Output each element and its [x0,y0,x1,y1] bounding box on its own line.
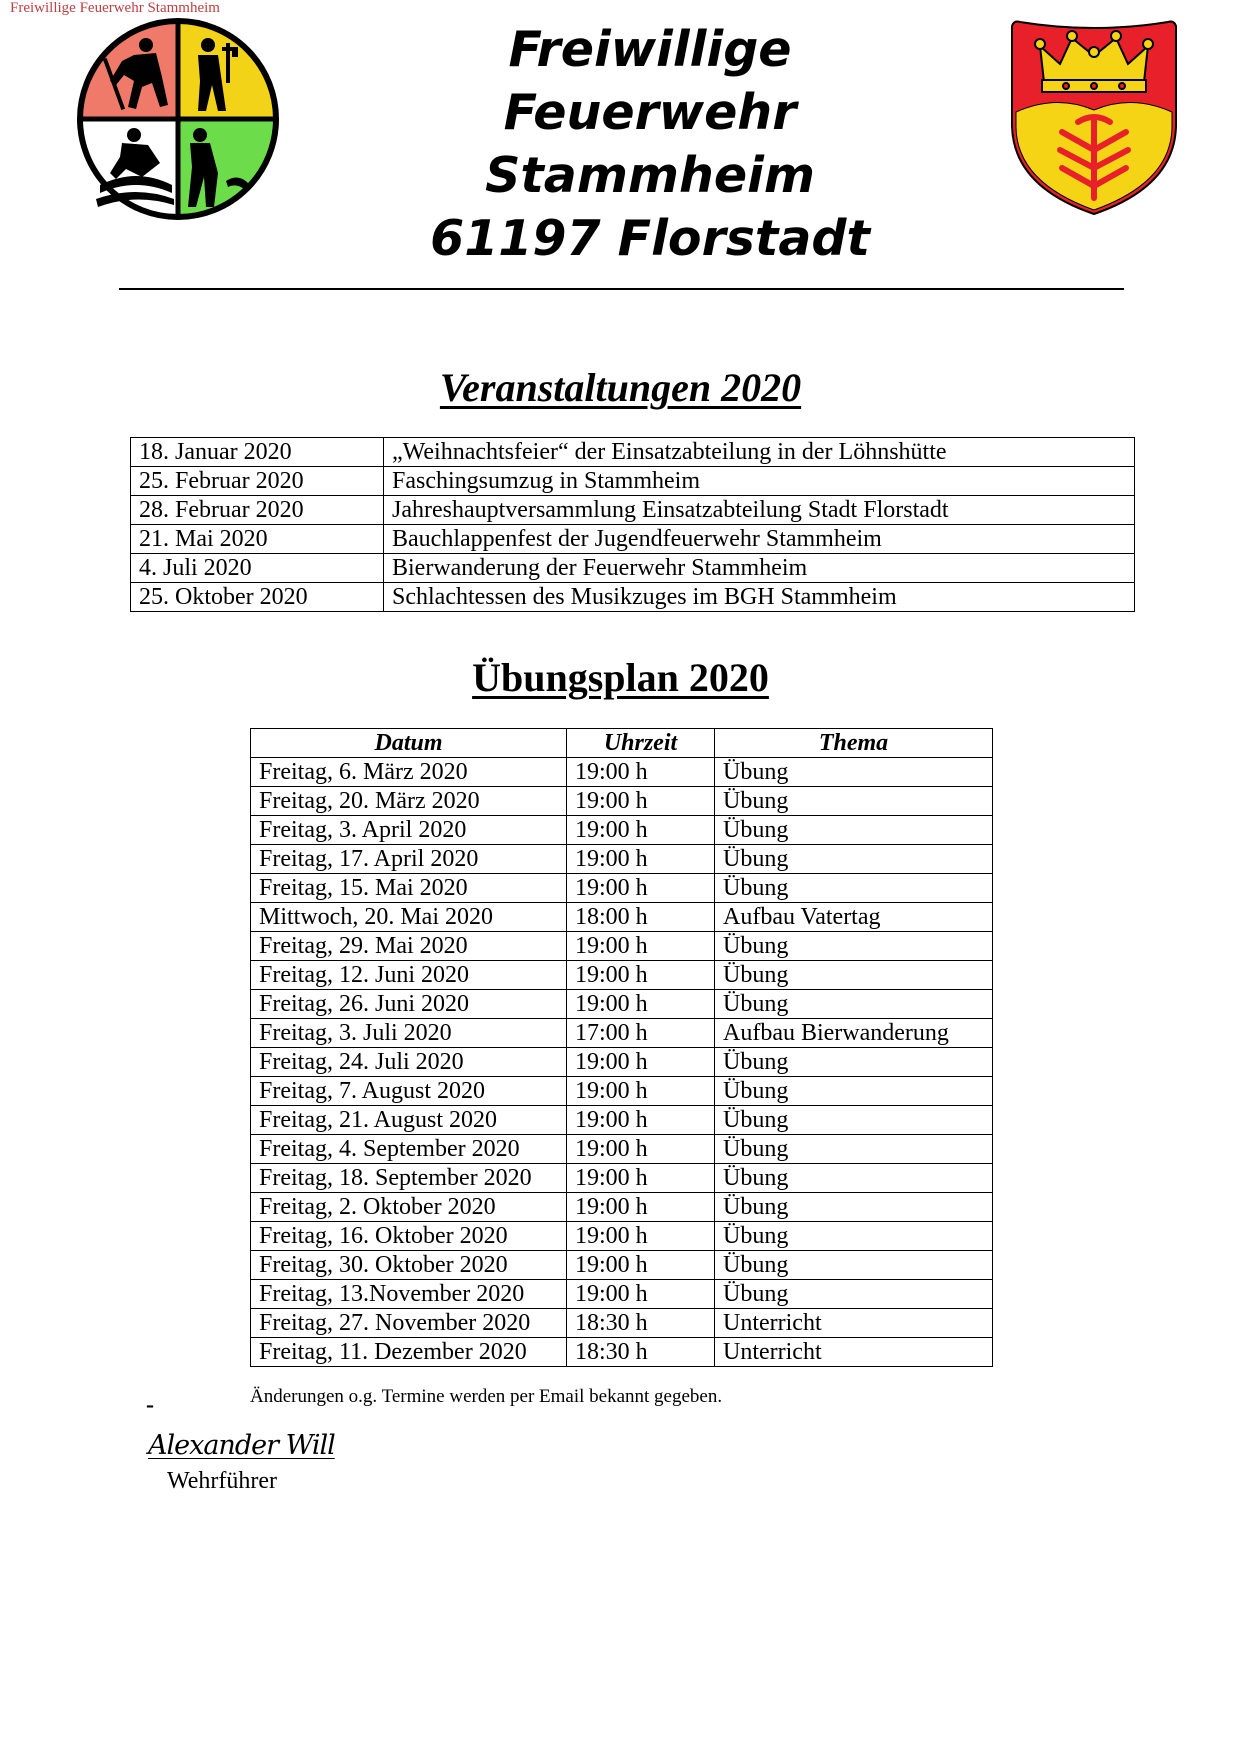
training-topic: Übung [715,1251,993,1280]
training-topic: Unterricht [715,1309,993,1338]
training-time: 19:00 h [567,874,715,903]
column-header-time: Uhrzeit [567,729,715,758]
changes-note: Änderungen o.g. Termine werden per Email bekannt gegeben. [250,1386,723,1407]
table-row [131,525,1135,554]
training-topic: Übung [715,1048,993,1077]
training-date: Freitag, 4. September 2020 [251,1135,567,1164]
training-topic: Übung [715,845,993,874]
event-date: 25. Februar 2020 [131,467,384,496]
training-date: Freitag, 30. Oktober 2020 [251,1251,567,1280]
training-topic: Übung [715,1077,993,1106]
training-topic: Übung [715,758,993,787]
table-row [251,1077,993,1106]
training-time: 19:00 h [567,1164,715,1193]
title-line: Feuerwehr [503,84,797,141]
training-date: Freitag, 18. September 2020 [251,1164,567,1193]
table-row [251,961,993,990]
column-header-topic: Thema [715,729,993,758]
training-date: Freitag, 26. Juni 2020 [251,990,567,1019]
training-time: 19:00 h [567,932,715,961]
training-date: Freitag, 2. Oktober 2020 [251,1193,567,1222]
page-title [380,18,920,270]
training-date: Freitag, 16. Oktober 2020 [251,1222,567,1251]
plan-heading-text: Übungsplan 2020 [472,655,769,700]
training-time: 19:00 h [567,1048,715,1077]
signer-role: Wehrführer [167,1468,278,1494]
event-date: 25. Oktober 2020 [131,583,384,612]
events-heading-text: Veranstaltungen 2020 [439,365,802,410]
training-date: Freitag, 3. April 2020 [251,816,567,845]
training-time: 19:00 h [567,1106,715,1135]
training-time: 17:00 h [567,1019,715,1048]
training-date: Freitag, 13.November 2020 [251,1280,567,1309]
table-row [131,467,1135,496]
training-date: Freitag, 29. Mai 2020 [251,932,567,961]
training-date: Freitag, 3. Juli 2020 [251,1019,567,1048]
table-row [251,1222,993,1251]
title-line: Stammheim [485,147,815,204]
training-topic: Übung [715,1164,993,1193]
training-date: Freitag, 12. Juni 2020 [251,961,567,990]
fire-brigade-logo [76,17,280,221]
table-row [131,438,1135,467]
table-row [251,1309,993,1338]
training-date: Freitag, 7. August 2020 [251,1077,567,1106]
event-description: Bierwanderung der Feuerwehr Stammheim [384,554,1135,583]
training-time: 19:00 h [567,1135,715,1164]
training-time: 19:00 h [567,816,715,845]
plan-heading [0,654,1241,702]
watermark-text: Freiwillige Feuerwehr Stammheim [10,0,220,16]
training-topic: Übung [715,787,993,816]
training-date: Freitag, 15. Mai 2020 [251,874,567,903]
table-header-row [251,729,993,758]
training-topic: Übung [715,816,993,845]
table-row [251,1164,993,1193]
table-row [251,1280,993,1309]
training-topic: Übung [715,1222,993,1251]
table-row [251,874,993,903]
table-row [251,758,993,787]
table-row [251,990,993,1019]
municipal-crest [1006,16,1182,217]
dash-mark: - [146,1392,154,1418]
training-date: Freitag, 6. März 2020 [251,758,567,787]
training-date: Freitag, 11. Dezember 2020 [251,1338,567,1367]
table-row [251,816,993,845]
table-row [251,1193,993,1222]
training-plan-table [250,728,993,1367]
training-topic: Unterricht [715,1338,993,1367]
header-divider [119,288,1124,290]
training-time: 18:30 h [567,1309,715,1338]
training-topic: Aufbau Bierwanderung [715,1019,993,1048]
training-time: 18:30 h [567,1338,715,1367]
training-time: 19:00 h [567,1077,715,1106]
event-description: Faschingsumzug in Stammheim [384,467,1135,496]
table-row [251,845,993,874]
training-time: 19:00 h [567,961,715,990]
table-row [251,1251,993,1280]
event-description: „Weihnachtsfeier“ der Einsatzabteilung in der Löhnshütte [384,438,1135,467]
events-heading [0,364,1241,412]
event-description: Schlachtessen des Musikzuges im BGH Stammheim [384,583,1135,612]
events-table [130,437,1135,612]
table-row [251,787,993,816]
table-row [131,554,1135,583]
table-row [251,1135,993,1164]
training-time: 19:00 h [567,990,715,1019]
training-time: 19:00 h [567,845,715,874]
event-description: Jahreshauptversammlung Einsatzabteilung Stadt Florstadt [384,496,1135,525]
training-topic: Übung [715,1280,993,1309]
table-row [131,583,1135,612]
training-time: 19:00 h [567,1222,715,1251]
event-date: 21. Mai 2020 [131,525,384,554]
training-date: Freitag, 27. November 2020 [251,1309,567,1338]
event-date: 4. Juli 2020 [131,554,384,583]
training-time: 19:00 h [567,1193,715,1222]
training-topic: Übung [715,1193,993,1222]
event-date: 18. Januar 2020 [131,438,384,467]
table-row [251,932,993,961]
training-topic: Übung [715,932,993,961]
training-date: Freitag, 24. Juli 2020 [251,1048,567,1077]
signature: Alexander Will [148,1430,335,1461]
table-row [251,1048,993,1077]
training-topic: Übung [715,874,993,903]
table-row [251,1019,993,1048]
event-date: 28. Februar 2020 [131,496,384,525]
column-header-date: Datum [251,729,567,758]
event-description: Bauchlappenfest der Jugendfeuerwehr Stammheim [384,525,1135,554]
title-line: Freiwillige [508,21,792,78]
training-date: Freitag, 17. April 2020 [251,845,567,874]
training-topic: Übung [715,1135,993,1164]
training-topic: Aufbau Vatertag [715,903,993,932]
training-date: Freitag, 20. März 2020 [251,787,567,816]
table-row [251,903,993,932]
title-line: 61197 Florstadt [430,210,870,267]
table-row [251,1106,993,1135]
training-time: 18:00 h [567,903,715,932]
table-row [131,496,1135,525]
training-date: Mittwoch, 20. Mai 2020 [251,903,567,932]
training-time: 19:00 h [567,1280,715,1309]
table-row [251,1338,993,1367]
training-time: 19:00 h [567,758,715,787]
training-date: Freitag, 21. August 2020 [251,1106,567,1135]
training-time: 19:00 h [567,1251,715,1280]
training-topic: Übung [715,1106,993,1135]
training-topic: Übung [715,990,993,1019]
training-topic: Übung [715,961,993,990]
training-time: 19:00 h [567,787,715,816]
